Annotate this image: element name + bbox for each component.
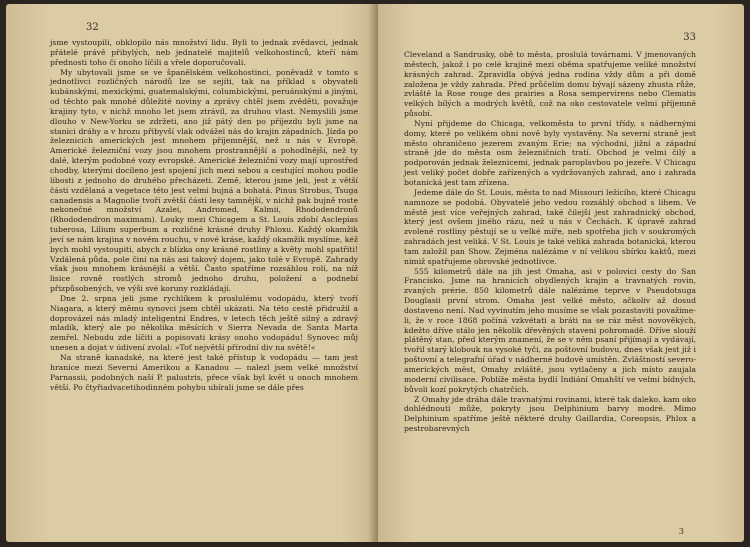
left-page: [6, 4, 378, 542]
page-number-right: 33: [683, 32, 696, 43]
page-number-left: 32: [86, 22, 99, 33]
paragraph: Cleveland a Sandrusky, obě to města, proslulá továrnami. V jmenovaných městech, jakož i po celé krajině mezi oběma spatřujeme veliké množství krásných zahrad. Zpravidla obývá jedna rodina vždy dům a při domě založena je vždy zahrada. Před průčelím domu bývají sázeny zhusta růže, zvláště la Rose rouge des prairies a Rosa sempervirens nebo Clematis velkých bílých a modrých květů, což na oko cestovatele velmi příjemně působí.: [404, 50, 696, 119]
paragraph: jsme vystoupili, obklopilo nás množství lidu. Byli to jednak zvědavci, jednak přátelé právě přibylých, neb jednatelé majitelů velkohostinců, kteří nám přednosti toho či onoho líčili a vřele doporučovali.: [50, 38, 358, 67]
paragraph: 555 kilometrů dále na jih jest Omaha, asi v polovici cesty do San Francisko. Jsme na hranicích obydlených krajin a travnatých rovin, zvaných prérie. 850 kilometrů dále nalézáme teprve v Pseudotsuga Douglasii první strom. Omaha jest velké město, ačkoliv až dosud dostaveno není. Nad vyvinutím jeho musíme se však pozastaviti považime-li, že v roce 1868 počíná vzkvétati a bráti na se ráz měst novověkých, kdežto dříve stálo jen několik dřevěných staveni pohromadě. Dříve slouží plátěný stan, před kterým znamení, že se v něm psaní přijímají a vydávají, tvořil starý klobouk na vysoké tyči, za poštovní budovu, dnes však jest již i poštovní a telegrafní úřad v nádherné budově umístěn. Zvláštností severo-amerických měst, Omahy zvláště, jsou vytlačeny a jich místo zaujala moderní civilisace. Poblíže města bydlí Indiání Omahští ve velmi bídných, bůvoli kozí pokrytých chatrčích.: [404, 266, 696, 394]
paragraph: My ubytovali jsme se ve španělském velkohostinci, poněvadž v tomto s jednotlivci rozličných národů lze se sejíti, tak na příklad s obyvateli kubánskými, mexickými, guatemalskými, columbickými, peruánskými a jinými, od těchto pak mnohé důležité noviny a zprávy chtěl jsem zvěděti, považuje krajiny tyto, v nichž mnoho let jsem ztrávil, za druhou vlast. Nemyslili jsme dlouho v New-Yorku se zdržeti, ano již pátý den po příjezdu byli jsme na stanici dráhy a v hrozu přibyvší vlak odvážel nás do krajin západních. Jízda po železnicích amerických jest mnohem příjemnější, než u nás v Evropě. Americké železniční vozy jsou mnohem prostrannější a pohodlnější, než ty dalé, kterým podobné vozy evropské. Americké železniční vozy mají uprostřed chodby, kterými docíleno jest spojení jich mezi sebou a cestující mohou podle libosti z jednoho do druhého přecházeti. Země, kterou jsme jeli, jest z větší části vzdělaná a vegetace této jest velmi bujná a bohatá. Pinus Strobus, Tsuga canadensis a Magnolie tvoří zvětší části lesy tamnější, v nichž pak bujně roste nekonečné množství Azalei, Andromed, Kalmii, Rhododendronů (Rhododendron maximam). Louky mezi Chicagem a St. Louis zdobí Asclepias tuberosa, Lilium superbum a rozličné krásné druhy Phloxu. Každý okamžik jeví se nám krajina v novém rouchu, v nové kráse, každý okamžik myslíme, kéž bych mohl vystoupiti, abych z blízka ony krásné rostliny a květy mohl spatřiti! Vzdálená půda, pole činí na nás asi takový dojem, jako tolé v Evropě. Zahrady však jsou mnohem krásnější a větší. Často spatříme rozsáhlou rolí, na níž lisice rovně rostlých stromů jednoho druhu, položení a podnebí přizpůsobených, ve výši své koruny rozkládají.: [50, 67, 358, 294]
right-page-text: [404, 50, 696, 434]
right-page: [378, 4, 744, 542]
paragraph: Na straně kanadské, na které jest také přístup k vodopádu — tam jest hranice mezi Severní Amerikou a Kanadou — nalezl jsem velké množství Parnassii, podobných naší P. palustris, přece však byl květ u onoch mnohem větší. Po čtyřiadvacetihodinném pohybu ubírali jsme se dále přes: [50, 353, 358, 392]
paragraph: Jedeme dále do St. Louis, města to nad Missouri ležícího, které Chicagu namnoze se podobá. Obyvatelé jeho vedou rozsáhlý obchod s lihem. Ve městě jest více veřejných zahrad, také čilejší jest zahradnický obchod, který jest ovšem jiného rázu, než u nás v Čechách. K úpravě zahrad zvolené rostliny pěstují se u velké míře, neb spotřeba jich v soukromých zahradách jest veliká. V St. Louis je také veliká zahrada botanická, kterou tam založil pan Show. Zejména nalézáme v ní velikou sbírku kaktů, mezi nimiž spatřujeme obrovské jednotlivce.: [404, 187, 696, 266]
paragraph: Dne 2. srpna jeli jsme rychlíkem k proslulému vodopádu, který tvoří Niagara, a který měmu synovci jsem chtěl ukázati. Na této cestě přidružil a doprovázel nás mladý inteligentní Endres, v letech těch ještě silný a zdravý mladík, který ale po několika měsících v Sierra Nevada de Santa Marta zemřel. Nebudu zde líčiti a popisovati krásy onoho vodopádu! Synovec můj unesen a dojat v údivení zvolal: »Toť největší přírodní div na světě!«: [50, 293, 358, 353]
paragraph: Nyní přijdeme do Chicaga, velkoměsta to první třídy, s nádhernými domy, které po velikém ohni nově byly vystavěny. Na severní straně jest město ohraničeno jezerem zvaným Erie; na východní, jižní a západní straně jde do města osm železničních tratí. Obchod je velmi čilý a podporován jednak železnicemi, jednak paroplavbou po jezeře. V Chicagu jest veliký počet dobře zařízených a vydržovaných zahrad, ano i zahrada botanická jest tam zřízena.: [404, 118, 696, 187]
book-spread: [6, 4, 744, 542]
signature-mark: 3: [678, 527, 684, 536]
paragraph: Z Omahy jde dráha dále travnatými rovinami, které tak daleko, kam oko dohlédnouti může, pokryty jsou Delphinium barvy modré. Mimo Delphinium spatříme ještě některé druhy Gaillardia, Coreopsis, Phlox a pestrobarevných: [404, 394, 696, 434]
left-page-text: [50, 38, 358, 392]
